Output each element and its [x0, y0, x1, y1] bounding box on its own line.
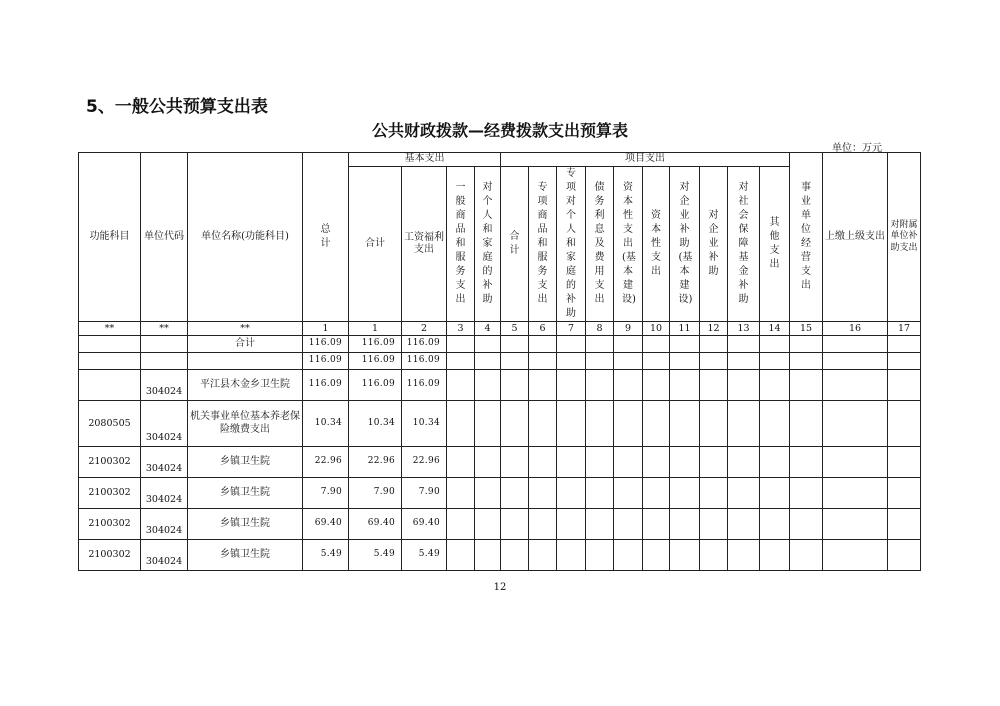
wage-welfare-cell: 69.40: [402, 509, 447, 540]
empty-cell: [728, 401, 760, 447]
func-subject-cell: 2100302: [79, 540, 141, 571]
index-row: [79, 322, 921, 336]
empty-cell: [643, 336, 670, 353]
empty-cell: [586, 509, 614, 540]
empty-cell: [447, 370, 475, 401]
header-func-subject: 功能科目: [79, 153, 141, 322]
header-project-group: 项目支出: [501, 153, 790, 167]
basic-total-cell: 5.49: [349, 540, 402, 571]
empty-cell: [823, 540, 888, 571]
empty-cell: [447, 353, 475, 370]
header-basic-group: 基本支出: [349, 153, 501, 167]
header-other: 其他支出: [760, 167, 790, 322]
empty-cell: [700, 336, 728, 353]
func-subject-cell: 2080505: [79, 401, 141, 447]
empty-cell: [670, 370, 700, 401]
empty-cell: [557, 401, 586, 447]
wage-welfare-cell: 22.96: [402, 447, 447, 478]
header-to-superior: 上缴上级支出: [823, 153, 888, 322]
empty-cell: [790, 353, 823, 370]
empty-cell: [728, 370, 760, 401]
table-row: [79, 401, 921, 447]
total-cell: 116.09: [303, 353, 349, 370]
empty-cell: [760, 540, 790, 571]
empty-cell: [643, 540, 670, 571]
empty-cell: [557, 353, 586, 370]
empty-cell: [475, 447, 501, 478]
empty-cell: [475, 370, 501, 401]
empty-cell: [501, 353, 529, 370]
basic-total-cell: 69.40: [349, 509, 402, 540]
unit-name-cell: 乡镇卫生院: [188, 509, 303, 540]
section-title: 5、一般公共预算支出表: [86, 97, 268, 117]
page-number: 12: [493, 582, 507, 593]
empty-cell: [529, 478, 557, 509]
empty-cell: [760, 353, 790, 370]
empty-cell: [614, 401, 643, 447]
empty-cell: [700, 447, 728, 478]
unit-name-cell: 平江县木金乡卫生院: [188, 370, 303, 401]
empty-cell: [614, 540, 643, 571]
empty-cell: [823, 478, 888, 509]
wage-welfare-cell: 5.49: [402, 540, 447, 571]
index-cell: 14: [760, 322, 790, 336]
total-cell: 116.09: [303, 370, 349, 401]
empty-cell: [728, 540, 760, 571]
budget-table: [78, 152, 921, 571]
table-row: [79, 509, 921, 540]
unit-name-cell: 乡镇卫生院: [188, 447, 303, 478]
empty-cell: [700, 401, 728, 447]
header-capital: 资本性支出: [643, 167, 670, 322]
index-cell: 12: [700, 322, 728, 336]
unit-code-cell: 304024: [141, 478, 188, 509]
empty-cell: [586, 401, 614, 447]
empty-cell: [700, 478, 728, 509]
empty-cell: [557, 370, 586, 401]
empty-cell: [501, 336, 529, 353]
empty-cell: [790, 509, 823, 540]
header-project-total: 合计: [501, 167, 529, 322]
empty-cell: [501, 370, 529, 401]
empty-cell: [823, 353, 888, 370]
total-cell: 10.34: [303, 401, 349, 447]
index-cell: 8: [586, 322, 614, 336]
wage-welfare-cell: 116.09: [402, 336, 447, 353]
header-enterprise-infra: 对企业补助(基本建设): [670, 167, 700, 322]
unit-label: 单位：万元: [832, 143, 882, 154]
empty-cell: [888, 478, 921, 509]
index-cell: 2: [402, 322, 447, 336]
wage-welfare-cell: 116.09: [402, 370, 447, 401]
empty-cell: [670, 509, 700, 540]
empty-cell: [475, 509, 501, 540]
empty-cell: [529, 401, 557, 447]
empty-cell: [728, 336, 760, 353]
total-cell: 22.96: [303, 447, 349, 478]
index-cell: 9: [614, 322, 643, 336]
empty-cell: [670, 447, 700, 478]
empty-cell: [586, 540, 614, 571]
unit-code-cell: 304024: [141, 509, 188, 540]
empty-cell: [557, 447, 586, 478]
empty-cell: [670, 336, 700, 353]
empty-cell: [614, 478, 643, 509]
index-cell: 1: [303, 322, 349, 336]
func-subject-cell: [79, 336, 141, 353]
index-cell: 11: [670, 322, 700, 336]
empty-cell: [501, 540, 529, 571]
empty-cell: [760, 401, 790, 447]
empty-cell: [447, 509, 475, 540]
total-cell: 69.40: [303, 509, 349, 540]
empty-cell: [557, 540, 586, 571]
wage-welfare-cell: 7.90: [402, 478, 447, 509]
empty-cell: [557, 336, 586, 353]
empty-cell: [888, 353, 921, 370]
empty-cell: [790, 370, 823, 401]
empty-cell: [823, 401, 888, 447]
empty-cell: [501, 401, 529, 447]
empty-cell: [529, 447, 557, 478]
func-subject-cell: 2100302: [79, 509, 141, 540]
empty-cell: [670, 401, 700, 447]
index-cell: 17: [888, 322, 921, 336]
empty-cell: [700, 353, 728, 370]
empty-cell: [790, 540, 823, 571]
empty-cell: [447, 478, 475, 509]
empty-cell: [614, 336, 643, 353]
empty-cell: [823, 336, 888, 353]
unit-code-cell: [141, 336, 188, 353]
empty-cell: [888, 401, 921, 447]
empty-cell: [888, 370, 921, 401]
unit-code-cell: [141, 353, 188, 370]
header-capital-infra: 资本性支出(基本建设): [614, 167, 643, 322]
header-business-operations: 事业单位经营支出: [790, 153, 823, 322]
basic-total-cell: 10.34: [349, 401, 402, 447]
index-cell: 13: [728, 322, 760, 336]
empty-cell: [614, 447, 643, 478]
table-row: [79, 336, 921, 353]
unit-code-cell: 304024: [141, 370, 188, 401]
empty-cell: [790, 478, 823, 509]
empty-cell: [586, 447, 614, 478]
header-unit-name: 单位名称(功能科目): [188, 153, 303, 322]
empty-cell: [888, 540, 921, 571]
unit-code-cell: 304024: [141, 401, 188, 447]
empty-cell: [475, 353, 501, 370]
empty-cell: [557, 509, 586, 540]
empty-cell: [728, 509, 760, 540]
index-cell: 7: [557, 322, 586, 336]
header-unit-code: 单位代码: [141, 153, 188, 322]
empty-cell: [790, 447, 823, 478]
unit-name-cell: 乡镇卫生院: [188, 540, 303, 571]
header-debt-interest: 债务利息及费用支出: [586, 167, 614, 322]
table-row: [79, 353, 921, 370]
empty-cell: [790, 336, 823, 353]
header-total: 总计: [303, 153, 349, 322]
header-to-affiliated: 对附属单位补助支出: [888, 153, 921, 322]
index-cell: **: [141, 322, 188, 336]
empty-cell: [529, 540, 557, 571]
total-cell: 5.49: [303, 540, 349, 571]
func-subject-cell: [79, 353, 141, 370]
unit-code-cell: 304024: [141, 447, 188, 478]
header-to-individuals: 对个人和家庭的补助: [475, 167, 501, 322]
total-cell: 116.09: [303, 336, 349, 353]
empty-cell: [760, 447, 790, 478]
empty-cell: [643, 353, 670, 370]
index-cell: **: [188, 322, 303, 336]
basic-total-cell: 22.96: [349, 447, 402, 478]
total-cell: 7.90: [303, 478, 349, 509]
table-row: [79, 540, 921, 571]
empty-cell: [823, 509, 888, 540]
table-title: 公共财政拨款—经费拨款支出预算表: [371, 121, 628, 140]
empty-cell: [643, 401, 670, 447]
empty-cell: [760, 509, 790, 540]
empty-cell: [586, 336, 614, 353]
empty-cell: [614, 353, 643, 370]
empty-cell: [790, 401, 823, 447]
empty-cell: [700, 370, 728, 401]
empty-cell: [586, 370, 614, 401]
empty-cell: [557, 478, 586, 509]
empty-cell: [475, 540, 501, 571]
index-cell: 5: [501, 322, 529, 336]
empty-cell: [700, 540, 728, 571]
empty-cell: [760, 478, 790, 509]
empty-cell: [888, 509, 921, 540]
index-cell: 1: [349, 322, 402, 336]
empty-cell: [670, 478, 700, 509]
empty-cell: [670, 540, 700, 571]
func-subject-cell: [79, 370, 141, 401]
unit-name-cell: 机关事业单位基本养老保险缴费支出: [188, 401, 303, 447]
index-cell: 16: [823, 322, 888, 336]
empty-cell: [728, 353, 760, 370]
unit-name-cell: 乡镇卫生院: [188, 478, 303, 509]
empty-cell: [823, 447, 888, 478]
empty-cell: [447, 540, 475, 571]
header-general-goods: 一般商品和服务支出: [447, 167, 475, 322]
empty-cell: [447, 447, 475, 478]
empty-cell: [888, 447, 921, 478]
empty-cell: [614, 509, 643, 540]
empty-cell: [728, 478, 760, 509]
table-body: [79, 336, 921, 571]
header-basic-total: 合计: [349, 167, 402, 322]
index-cell: 6: [529, 322, 557, 336]
header-special-individuals: 专项对个人和家庭的补助: [557, 167, 586, 322]
wage-welfare-cell: 10.34: [402, 401, 447, 447]
header-wage-welfare: 工资福利支出: [402, 167, 447, 322]
empty-cell: [670, 353, 700, 370]
empty-cell: [586, 353, 614, 370]
wage-welfare-cell: 116.09: [402, 353, 447, 370]
empty-cell: [475, 401, 501, 447]
empty-cell: [728, 447, 760, 478]
basic-total-cell: 116.09: [349, 336, 402, 353]
empty-cell: [760, 336, 790, 353]
empty-cell: [700, 509, 728, 540]
empty-cell: [501, 447, 529, 478]
empty-cell: [823, 370, 888, 401]
index-cell: 4: [475, 322, 501, 336]
func-subject-cell: 2100302: [79, 447, 141, 478]
empty-cell: [475, 336, 501, 353]
empty-cell: [760, 370, 790, 401]
empty-cell: [529, 370, 557, 401]
empty-cell: [529, 353, 557, 370]
empty-cell: [888, 336, 921, 353]
index-cell: 3: [447, 322, 475, 336]
empty-cell: [643, 478, 670, 509]
unit-code-cell: 304024: [141, 540, 188, 571]
unit-name-cell: [188, 353, 303, 370]
header-social-security: 对社会保障基金补助: [728, 167, 760, 322]
index-cell: **: [79, 322, 141, 336]
empty-cell: [643, 370, 670, 401]
basic-total-cell: 7.90: [349, 478, 402, 509]
empty-cell: [529, 509, 557, 540]
header-enterprise: 对企业补助: [700, 167, 728, 322]
table-row: [79, 447, 921, 478]
empty-cell: [501, 509, 529, 540]
unit-name-cell: 合计: [188, 336, 303, 353]
empty-cell: [614, 370, 643, 401]
basic-total-cell: 116.09: [349, 353, 402, 370]
empty-cell: [529, 336, 557, 353]
empty-cell: [447, 401, 475, 447]
empty-cell: [447, 336, 475, 353]
header-special-goods: 专项商品和服务支出: [529, 167, 557, 322]
empty-cell: [643, 447, 670, 478]
empty-cell: [475, 478, 501, 509]
index-cell: 15: [790, 322, 823, 336]
empty-cell: [643, 509, 670, 540]
basic-total-cell: 116.09: [349, 370, 402, 401]
index-cell: 10: [643, 322, 670, 336]
empty-cell: [586, 478, 614, 509]
table-row: [79, 370, 921, 401]
table-row: [79, 478, 921, 509]
func-subject-cell: 2100302: [79, 478, 141, 509]
empty-cell: [501, 478, 529, 509]
